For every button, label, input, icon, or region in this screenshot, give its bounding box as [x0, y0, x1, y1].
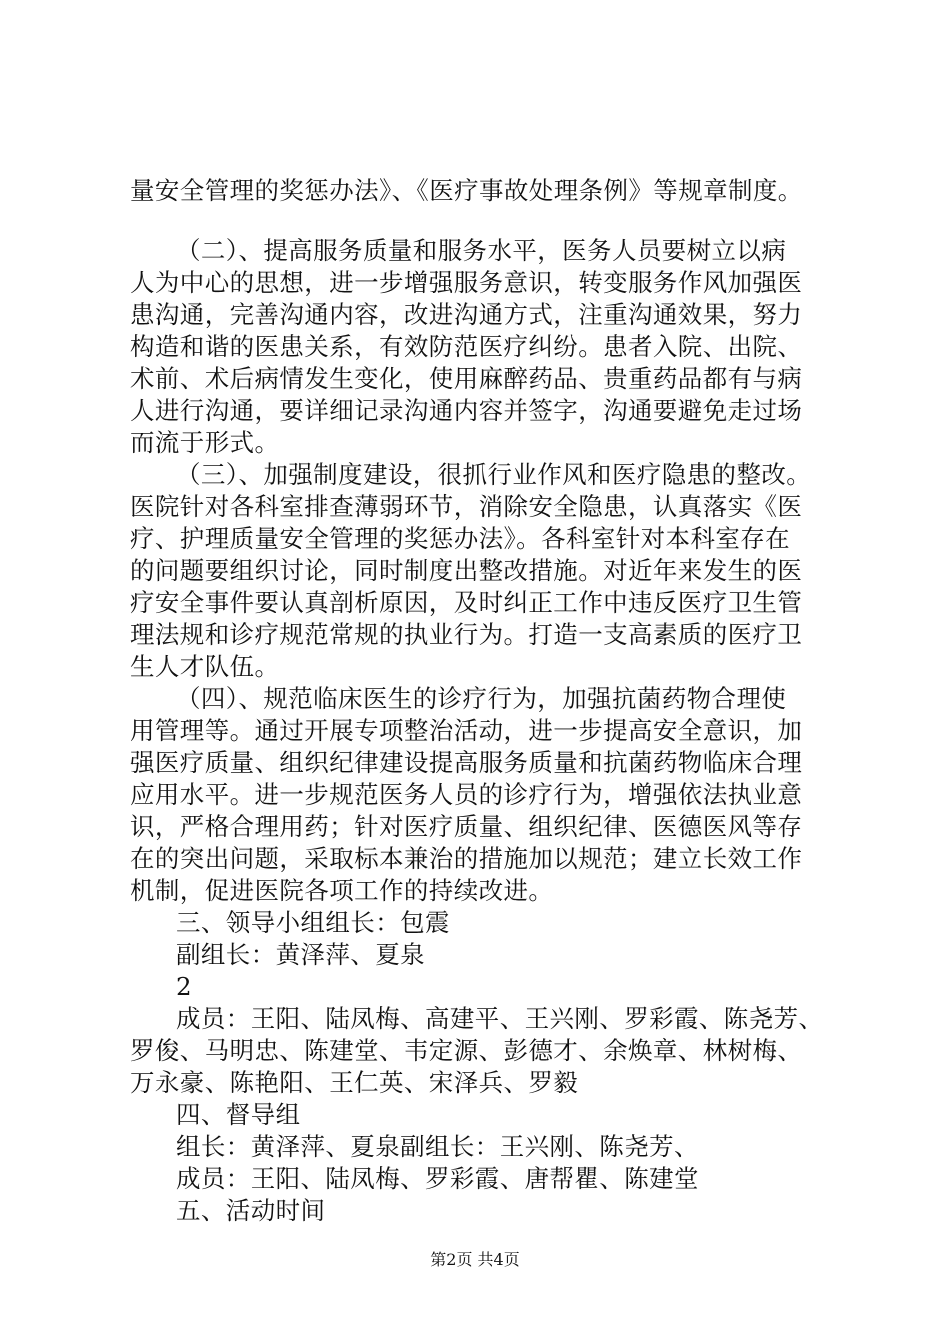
text-line: 的问题要组织讨论，同时制度出整改措施。对近年来发生的医 [130, 556, 803, 585]
text-line: 罗俊、马明忠、陈建堂、韦定源、彭德才、余焕章、林树梅、 [130, 1036, 803, 1065]
text-line: 人为中心的思想，进一步增强服务意识，转变服务作风加强医 [130, 268, 803, 297]
text-line: 人进行沟通，要详细记录沟通内容并签字，沟通要避免走过场 [130, 396, 803, 425]
text-line: 成员：王阳、陆凤梅、高建平、王兴刚、罗彩霞、陈尧芳、 [176, 1004, 824, 1033]
text-line: 万永豪、陈艳阳、王仁英、宋泽兵、罗毅 [130, 1068, 579, 1097]
text-line: 疗安全事件要认真剖析原因，及时纠正工作中违反医疗卫生管 [130, 588, 803, 617]
text-line: 疗、护理质量安全管理的奖惩办法》。各科室针对本科室存在 [130, 524, 791, 553]
text-line: 构造和谐的医患关系，有效防范医疗纠纷。患者入院、出院、 [130, 332, 803, 361]
text-line: 五、活动时间 [176, 1196, 326, 1225]
text-line: 生人才队伍。 [130, 652, 280, 681]
text-line: 三、领导小组组长：包震 [176, 908, 450, 937]
text-line: 组长：黄泽萍、夏泉副组长：王兴刚、陈尧芳、 [176, 1132, 699, 1161]
text-line: 而流于形式。 [130, 428, 280, 457]
text-line: 用管理等。通过开展专项整治活动，进一步提高安全意识，加 [130, 716, 803, 745]
text-line: 四、督导组 [176, 1100, 301, 1129]
text-line: 识，严格合理用药；针对医疗质量、组织纪律、医德医风等存 [130, 812, 803, 841]
text-line: 应用水平。进一步规范医务人员的诊疗行为，增强依法执业意 [130, 780, 803, 809]
text-line: 术前、术后病情发生变化，使用麻醉药品、贵重药品都有与病 [130, 364, 803, 393]
text-line: 理法规和诊疗规范常规的执业行为。打造一支高素质的医疗卫 [130, 620, 803, 649]
text-line: 机制，促进医院各项工作的持续改进。 [130, 876, 554, 905]
text-line: 在的突出问题，采取标本兼治的措施加以规范；建立长效工作 [130, 844, 803, 873]
text-line: 强医疗质量、组织纪律建设提高服务质量和抗菌药物临床合理 [130, 748, 803, 777]
page-number-inline: 2 [176, 972, 192, 1001]
text-line: （三）、加强制度建设，很抓行业作风和医疗隐患的整改。 [176, 460, 812, 489]
text-line: 医院针对各科室排查薄弱环节，消除安全隐患，认真落实《医 [130, 492, 803, 521]
text-line: 量安全管理的奖惩办法》、《医疗事故处理条例》等规章制度。 [130, 176, 803, 205]
text-line: （四）、规范临床医生的诊疗行为，加强抗菌药物合理使 [176, 684, 787, 713]
text-line: 患沟通，完善沟通内容，改进沟通方式，注重沟通效果，努力 [130, 300, 803, 329]
page-footer: 第2页 共4页 [430, 1250, 520, 1269]
text-line: 成员：王阳、陆凤梅、罗彩霞、唐帮瞿、陈建堂 [176, 1164, 699, 1193]
text-line: （二）、提高服务质量和服务水平，医务人员要树立以病 [176, 236, 787, 265]
text-line: 副组长：黄泽萍、夏泉 [176, 940, 425, 969]
